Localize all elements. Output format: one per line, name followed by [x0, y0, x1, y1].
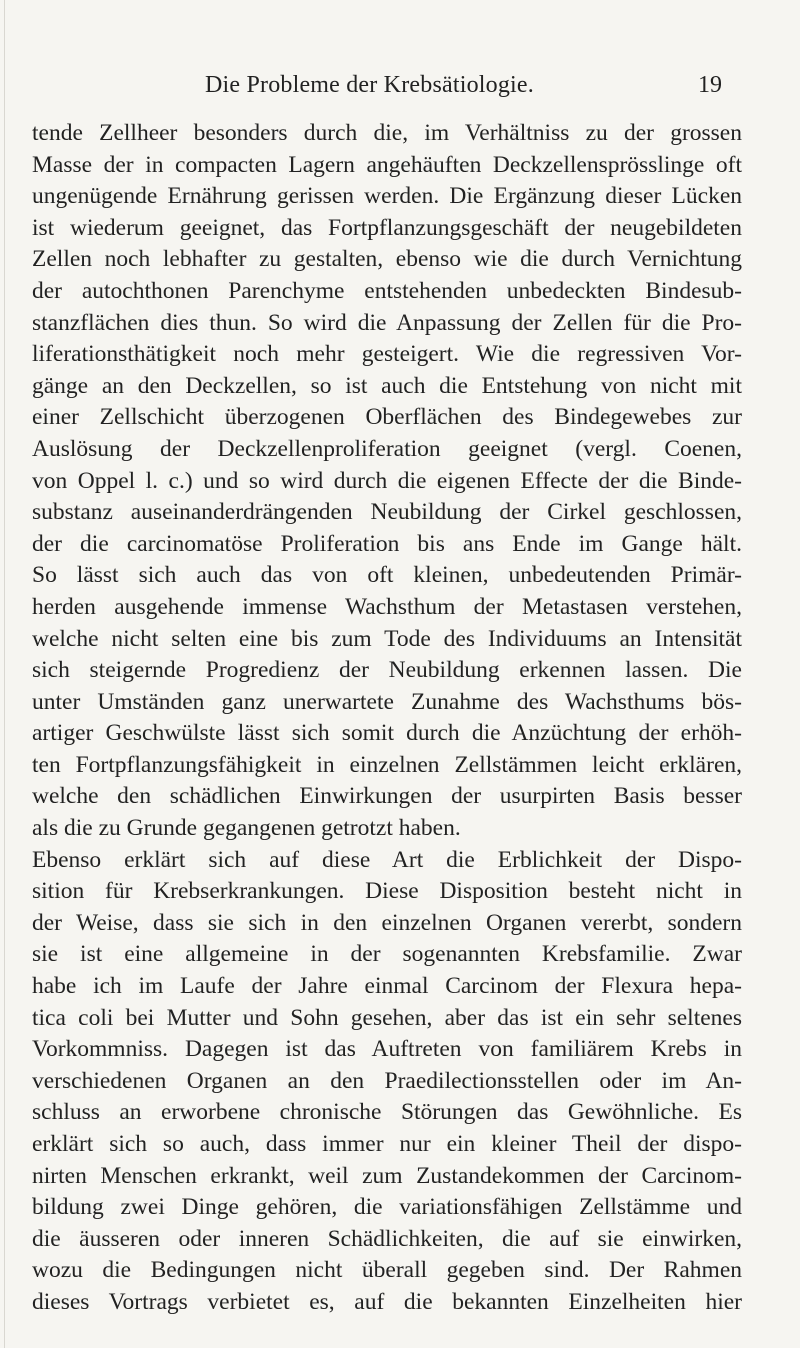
text-line: sie ist eine allgemeine in der sogenannten Krebsfamilie. Zwar: [32, 941, 742, 968]
text-line: die äusseren oder inneren Schädlichkeiten, die auf sie einwirken,: [32, 1225, 742, 1252]
text-line: bildung zwei Dinge gehören, die variationsfähigen Zellstämme und: [32, 1194, 742, 1221]
text-line: So lässt sich auch das von oft kleinen, unbedeutenden Primär-: [32, 562, 742, 589]
text-line: habe ich im Laufe der Jahre einmal Carcinom der Flexura hepa-: [32, 973, 742, 1000]
text-line: der Weise, dass sie sich in den einzelnen Organen vererbt, sondern: [32, 909, 742, 936]
text-line: als die zu Grunde gegangenen getrotzt haben.: [32, 815, 461, 842]
text-line: schluss an erworbene chronische Störungen das Gewöhnliche. Es: [32, 1099, 742, 1126]
text-line: stanzflächen dies thun. So wird die Anpassung der Zellen für die Pro-: [32, 309, 742, 336]
text-line: welche den schädlichen Einwirkungen der usurpirten Basis besser: [32, 783, 742, 810]
text-line: der autochthonen Parenchyme entstehenden unbedeckten Bindesub-: [32, 277, 742, 304]
page-header: [0, 72, 800, 104]
text-line: wozu die Bedingungen nicht überall gegeben sind. Der Rahmen: [32, 1257, 742, 1284]
text-line: ungenügende Ernährung gerissen werden. Die Ergänzung dieser Lücken: [32, 183, 742, 210]
text-line: Zellen noch lebhafter zu gestalten, ebenso wie die durch Vernichtung: [32, 246, 742, 273]
text-line: der die carcinomatöse Proliferation bis ans Ende im Gange hält.: [32, 530, 742, 557]
text-line: Auslösung der Deckzellenproliferation geeignet (vergl. Coenen,: [32, 435, 742, 462]
text-line: nirten Menschen erkrankt, weil zum Zustandekommen der Carcinom-: [32, 1162, 742, 1189]
text-line: ten Fortpflanzungsfähigkeit in einzelnen Zellstämmen leicht erklären,: [32, 751, 742, 778]
text-line: Vorkommniss. Dagegen ist das Auftreten von familiärem Krebs in: [32, 1036, 742, 1063]
page-number: 19: [698, 72, 722, 98]
text-line: gänge an den Deckzellen, so ist auch die Entstehung von nicht mit: [32, 372, 742, 399]
text-line: artiger Geschwülste lässt sich somit durch die Anzüchtung der erhöh-: [32, 720, 742, 747]
running-title: Die Probleme der Krebsätiologie.: [205, 72, 534, 98]
text-line: tica coli bei Mutter und Sohn gesehen, aber das ist ein sehr seltenes: [32, 1004, 742, 1031]
text-line: von Oppel l. c.) und so wird durch die eigenen Effecte der die Binde-: [32, 467, 742, 494]
text-line: substanz auseinanderdrängenden Neubildung der Cirkel geschlossen,: [32, 499, 742, 526]
text-line: unter Umständen ganz unerwartete Zunahme des Wachsthums bös-: [32, 688, 742, 715]
body-text: [32, 118, 742, 1319]
text-line: verschiedenen Organen an den Praedilectionsstellen oder im An-: [32, 1067, 742, 1094]
text-line: Ebenso erklärt sich auf diese Art die Erblichkeit der Dispo-: [32, 846, 742, 873]
text-line: ist wiederum geeignet, das Fortpflanzungsgeschäft der neugebildeten: [32, 214, 742, 241]
text-line: herden ausgehende immense Wachsthum der Metastasen verstehen,: [32, 593, 742, 620]
text-line: liferationsthätigkeit noch mehr gesteigert. Wie die regressiven Vor-: [32, 341, 742, 368]
text-line: welche nicht selten eine bis zum Tode des Individuums an Intensität: [32, 625, 742, 652]
text-line: tende Zellheer besonders durch die, im Verhältniss zu der grossen: [32, 120, 742, 146]
page-edge-divider: [4, 0, 5, 1348]
text-line: erklärt sich so auch, dass immer nur ein kleiner Theil der dispo-: [32, 1131, 742, 1157]
text-line: Masse der in compacten Lagern angehäuften Deckzellensprösslinge oft: [32, 151, 742, 178]
text-line: sition für Krebserkrankungen. Diese Disposition besteht nicht in: [32, 878, 742, 905]
text-line: dieses Vortrags verbietet es, auf die bekannten Einzelheiten hier: [32, 1288, 742, 1315]
text-line: einer Zellschicht überzogenen Oberflächen des Bindegewebes zur: [32, 404, 742, 431]
text-line: sich steigernde Progredienz der Neubildung erkennen lassen. Die: [32, 657, 742, 684]
